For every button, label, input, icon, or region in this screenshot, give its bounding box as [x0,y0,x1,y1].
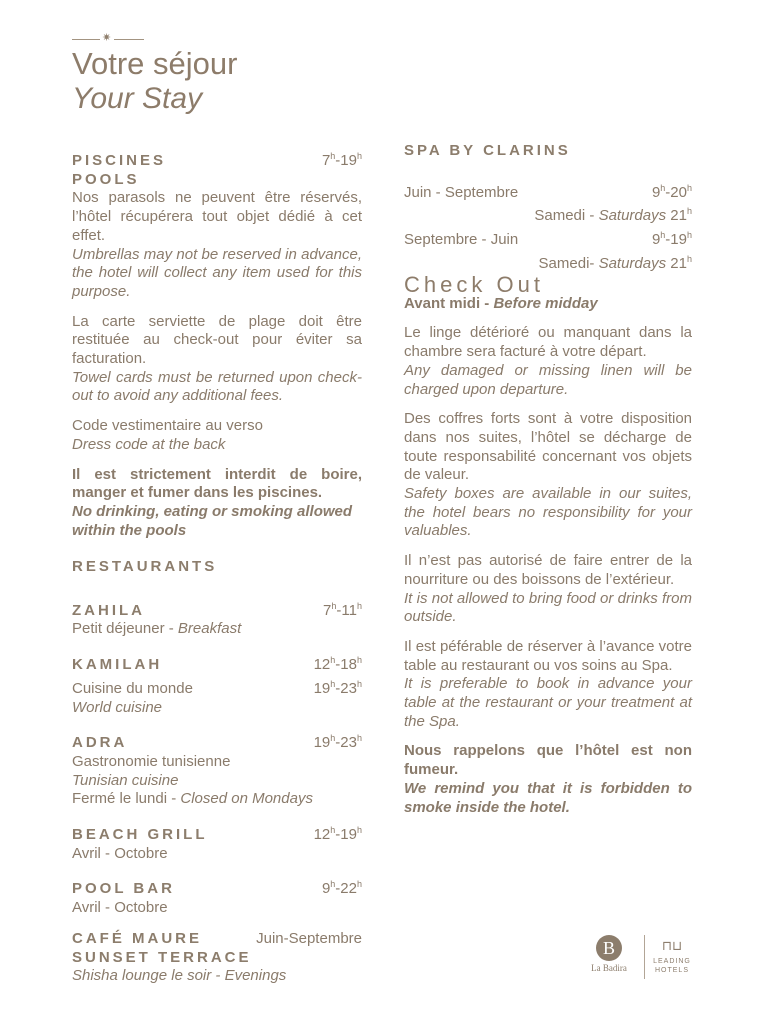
page-title: Votre séjour [72,46,238,81]
pools-dresscode-en: Dress code at the back [72,435,226,453]
checkout-smoking-en: We remind you that it is forbidden to smoke inside the hotel. [404,779,692,816]
restaurants-section [72,558,362,986]
pools-heading-en: POOLS [72,170,140,188]
spa-saturday-1: Samedi - Saturdays 21$^h$ [534,206,692,225]
zahila-desc-en: Breakfast [177,620,242,638]
restaurant-adra [72,729,362,809]
adra-desc-en: Tunisian cuisine [72,771,179,789]
pool-bar-name: POOL BAR [72,880,175,898]
pools-towel-fr: La carte serviette de plage doit être restituée au check-out pour éviter sa facturation. [72,312,362,368]
restaurant-beach-grill [72,821,362,863]
sunset-terrace-name: SUNSET TERRACE [72,948,252,966]
checkout-smoking-fr: Nous rappelons que l’hôtel est non fumeur. [404,742,692,779]
kamilah-desc-en: World cuisine [72,698,163,716]
pools-heading-fr: PISCINES [72,152,167,169]
footer-logos [584,935,696,985]
restaurant-kamilah [72,651,362,717]
pools-section [72,147,362,540]
pools-towel-en: Towel cards must be returned upon check-out to avoid any additional fees. [72,368,362,405]
la-badira-wordmark: La Badira [591,963,627,973]
pools-dresscode-fr: Code vestimentaire au verso [72,417,263,435]
checkout-linen-fr: Le linge détérioré ou manquant dans la chambre sera facturé à votre départ. [404,324,692,361]
restaurants-heading: RESTAURANTS [72,558,218,575]
la-badira-monogram-icon: B [596,935,622,961]
pools-rule-fr: Il est strictement interdit de boire, manger et fumer dans les piscines. [72,465,362,502]
checkout-safe-en: Safety boxes are available in our suites, the hotel bears no responsibility for your valuables. [404,485,692,540]
checkout-food-fr: Il n’est pas autorisé de faire entrer de la nourriture ou des boissons de l’extérieur. [404,552,692,588]
zahila-desc-fr: Petit déjeuner - [72,620,174,638]
adra-hours: 19$^h$-23$^h$ [313,733,362,752]
kamilah-desc-fr: Cuisine du monde [72,679,193,697]
restaurant-zahila [72,597,362,639]
beach-grill-season: Avril - Octobre [72,844,168,862]
pool-bar-season: Avril - Octobre [72,899,168,917]
adra-closed-en: Closed on Mondays [180,790,313,808]
spa-season-1-hours: 9$^h$-20$^h$ [651,182,692,201]
leading-hotels-emblem-icon: ⊓⊔ [661,938,683,953]
spa-section [404,142,692,274]
adra-closed-fr: Fermé le lundi - [72,790,177,808]
logo-divider [644,935,645,979]
header-ornament [72,32,144,44]
spa-season-2-hours: 9$^h$-19$^h$ [651,230,692,249]
restaurant-pool-bar [72,875,362,917]
spa-season-1: Juin - Septembre [404,183,519,201]
cafe-maure-season: Juin-Septembre [256,929,362,947]
beach-grill-hours: 12$^h$-19$^h$ [313,825,362,844]
leading-hotels-line2: HOTELS [654,967,689,974]
adra-desc-fr: Gastronomie tunisienne [72,752,231,770]
spa-saturday-2: Samedi- Saturdays 21$^h$ [538,253,692,272]
kamilah-name: KAMILAH [72,656,163,674]
checkout-sub-en: Before midday [493,294,598,312]
adra-name: ADRA [72,734,128,752]
pools-umbrella-fr: Nos parasols ne peuvent être réservés, l’hôtel récupérera tout objet dédié à cet effet. [72,189,362,244]
cafe-maure-desc: Shisha lounge le soir - Evenings [72,967,287,985]
checkout-booking-en: It is preferable to book in advance your table at the restaurant or your treatment at the Spa. [404,675,692,730]
pools-hours: 7$^h$-19$^h$ [321,151,362,169]
star-ornament-icon: ✷ [102,32,112,44]
zahila-name: ZAHILA [72,601,145,619]
spa-heading: SPA BY CLARINS [404,142,571,159]
zahila-hours: 7$^h$-11$^h$ [323,600,362,619]
spa-season-2: Septembre - Juin [404,231,519,249]
checkout-safe-fr: Des coffres forts sont à votre disposition dans nos suites, l’hôtel se décharge de toute responsabilité concernant vos objets de valeur. [404,410,692,484]
kamilah-hours-1: 12$^h$-18$^h$ [313,655,362,674]
checkout-section [404,272,692,817]
leading-hotels-logo [648,935,696,975]
pool-bar-hours: 9$^h$-22$^h$ [321,879,362,898]
pools-umbrella-en: Umbrellas may not be reserved in advance, the hotel will collect any item used for this purpose. [72,245,362,300]
checkout-heading: Check Out [404,272,544,297]
cafe-maure-name: CAFÉ MAURE [72,929,202,947]
beach-grill-name: BEACH GRILL [72,826,208,844]
restaurant-cafe-maure [72,930,362,986]
page-subtitle: Your Stay [72,82,203,115]
checkout-food-en: It is not allowed to bring food or drinks from outside. [404,589,692,626]
leading-hotels-line1: LEADING [653,958,691,965]
kamilah-hours-2: 19$^h$-23$^h$ [313,678,362,697]
la-badira-logo [584,935,634,973]
checkout-sub-fr: Avant midi - [404,294,490,312]
checkout-booking-fr: Il est péférable de réserver à l’avance votre table au restaurant ou vos soins au Spa. [404,637,692,674]
pools-rule-en: No drinking, eating or smoking allowed within the pools [72,502,353,539]
checkout-linen-en: Any damaged or missing linen will be charged upon departure. [404,361,692,398]
